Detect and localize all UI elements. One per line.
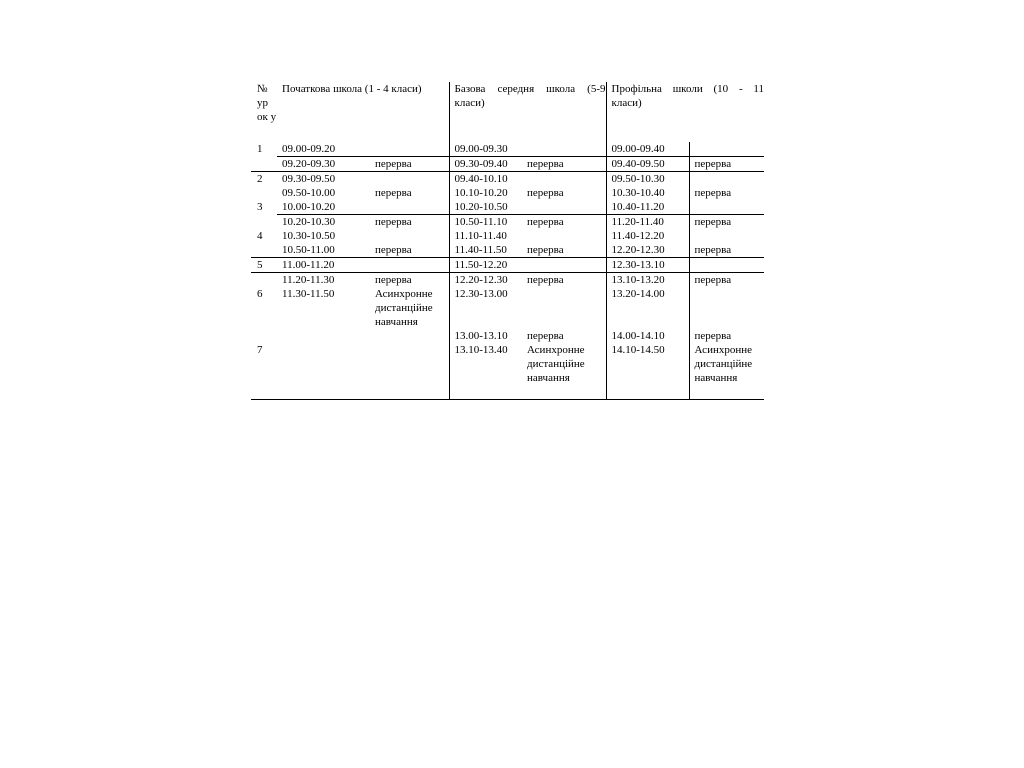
profile-note — [689, 229, 764, 243]
profile-note — [689, 258, 764, 273]
basic-note — [522, 142, 606, 157]
basic-note — [522, 229, 606, 243]
profile-note: перерва — [689, 273, 764, 288]
header-row — [251, 82, 764, 142]
profile-note — [689, 200, 764, 215]
schedule-table — [251, 82, 764, 400]
lesson-number: 2 — [251, 172, 277, 187]
primary-time: 10.50-11.00 — [282, 244, 335, 256]
profile-note: перерва — [689, 157, 764, 172]
profile-time: 13.20-14.00 — [606, 287, 689, 329]
primary-note — [370, 343, 449, 400]
table-row — [251, 200, 764, 215]
lesson-number: 1 — [257, 143, 263, 155]
basic-note: перерва — [527, 244, 564, 256]
primary-note — [370, 329, 449, 343]
primary-note — [370, 258, 449, 273]
profile-time: 12.20-12.30 — [606, 243, 689, 258]
primary-note — [370, 142, 449, 157]
primary-note: перерва — [370, 215, 449, 230]
table-row — [251, 287, 764, 329]
profile-time: 09.00-09.40 — [606, 142, 689, 157]
basic-note: перерва — [527, 187, 564, 199]
table-row — [251, 186, 764, 200]
basic-note — [522, 172, 606, 187]
lesson-number — [251, 157, 277, 172]
table-row — [251, 329, 764, 343]
primary-school-header: Початкова школа (1 - 4 класи) — [282, 83, 422, 95]
primary-time: 11.30-11.50 — [282, 288, 335, 300]
primary-note: перерва — [370, 157, 449, 172]
basic-time: 09.30-09.40 — [449, 157, 522, 172]
table-row — [251, 215, 764, 230]
profile-time: 14.00-14.10 — [606, 329, 689, 343]
profile-time: 09.50-10.30 — [606, 172, 689, 187]
primary-time: 10.30-10.50 — [282, 230, 336, 242]
basic-time: 10.20-10.50 — [449, 200, 522, 215]
basic-time: 10.50-11.10 — [449, 215, 522, 230]
table-row — [251, 343, 764, 400]
primary-note — [370, 200, 449, 215]
profile-time: 12.30-13.10 — [606, 258, 689, 273]
basic-note: перерва — [527, 330, 564, 342]
basic-time: 10.10-10.20 — [449, 186, 522, 200]
lesson-number — [251, 273, 277, 288]
table-row — [251, 142, 764, 157]
profile-time: 10.30-10.40 — [606, 186, 689, 200]
basic-time: 11.10-11.40 — [449, 229, 522, 243]
primary-time: 10.00-10.20 — [282, 201, 336, 213]
profile-time: 11.20-11.40 — [606, 215, 689, 230]
primary-time: 11.20-11.30 — [277, 273, 370, 288]
table-row — [251, 243, 764, 258]
primary-time: 10.20-10.30 — [277, 215, 370, 230]
profile-time: 14.10-14.50 — [606, 343, 689, 400]
profile-time: 10.40-11.20 — [606, 200, 689, 215]
primary-time — [277, 343, 370, 400]
basic-time: 13.10-13.40 — [449, 343, 522, 400]
basic-note — [522, 200, 606, 215]
table-row — [251, 172, 764, 187]
table-row — [251, 229, 764, 243]
profile-note — [689, 287, 764, 329]
primary-note: перерва — [375, 244, 412, 256]
primary-time: 09.30-09.50 — [277, 172, 370, 187]
profile-note: перерва — [689, 329, 764, 343]
profile-time: 11.40-12.20 — [606, 229, 689, 243]
profile-note: перерва — [689, 186, 764, 200]
profile-note: перерва — [689, 215, 764, 230]
primary-time — [277, 329, 370, 343]
primary-note: перерва — [370, 273, 449, 288]
lesson-number — [251, 329, 277, 343]
basic-time: 13.00-13.10 — [449, 329, 522, 343]
basic-time: 09.00-09.30 — [449, 142, 522, 157]
basic-school-header: Базова середня школа (5-9 класи) — [449, 82, 606, 142]
basic-note: Асинхронне дистанційне навчання — [522, 343, 606, 400]
basic-note — [522, 258, 606, 273]
profile-note — [689, 142, 764, 157]
basic-note: перерва — [522, 157, 606, 172]
table-row — [251, 157, 764, 172]
lesson-number: 6 — [257, 288, 263, 300]
basic-note: перерва — [522, 215, 606, 230]
basic-note — [522, 287, 606, 329]
basic-time: 12.20-12.30 — [449, 273, 522, 288]
primary-time: 09.20-09.30 — [277, 157, 370, 172]
basic-time: 11.50-12.20 — [449, 258, 522, 273]
lesson-number: 5 — [251, 258, 277, 273]
basic-time: 09.40-10.10 — [449, 172, 522, 187]
profile-note — [689, 172, 764, 187]
lesson-number: 3 — [257, 201, 263, 213]
primary-note: Асинхронне дистанційне навчання — [375, 288, 433, 328]
lesson-number-header: № ур ок у — [257, 83, 277, 123]
profile-time: 13.10-13.20 — [606, 273, 689, 288]
basic-time: 11.40-11.50 — [449, 243, 522, 258]
primary-note: перерва — [375, 187, 412, 199]
basic-note: перерва — [522, 273, 606, 288]
profile-school-header: Профільна школи (10 - 11 класи) — [606, 82, 764, 142]
profile-note: Асинхронне дистанційне навчання — [689, 343, 764, 400]
profile-note: перерва — [689, 243, 764, 258]
primary-note — [370, 172, 449, 187]
profile-time: 09.40-09.50 — [606, 157, 689, 172]
primary-time: 09.00-09.20 — [282, 143, 336, 155]
primary-time: 09.50-10.00 — [282, 187, 336, 199]
lesson-number — [251, 215, 277, 230]
primary-note — [370, 229, 449, 243]
lesson-number: 4 — [257, 230, 263, 242]
basic-time: 12.30-13.00 — [449, 287, 522, 329]
lesson-number: 7 — [251, 343, 277, 400]
table-row — [251, 258, 764, 273]
lesson-number — [251, 243, 277, 258]
primary-time: 11.00-11.20 — [277, 258, 370, 273]
table-row — [251, 273, 764, 288]
lesson-number — [251, 186, 277, 200]
